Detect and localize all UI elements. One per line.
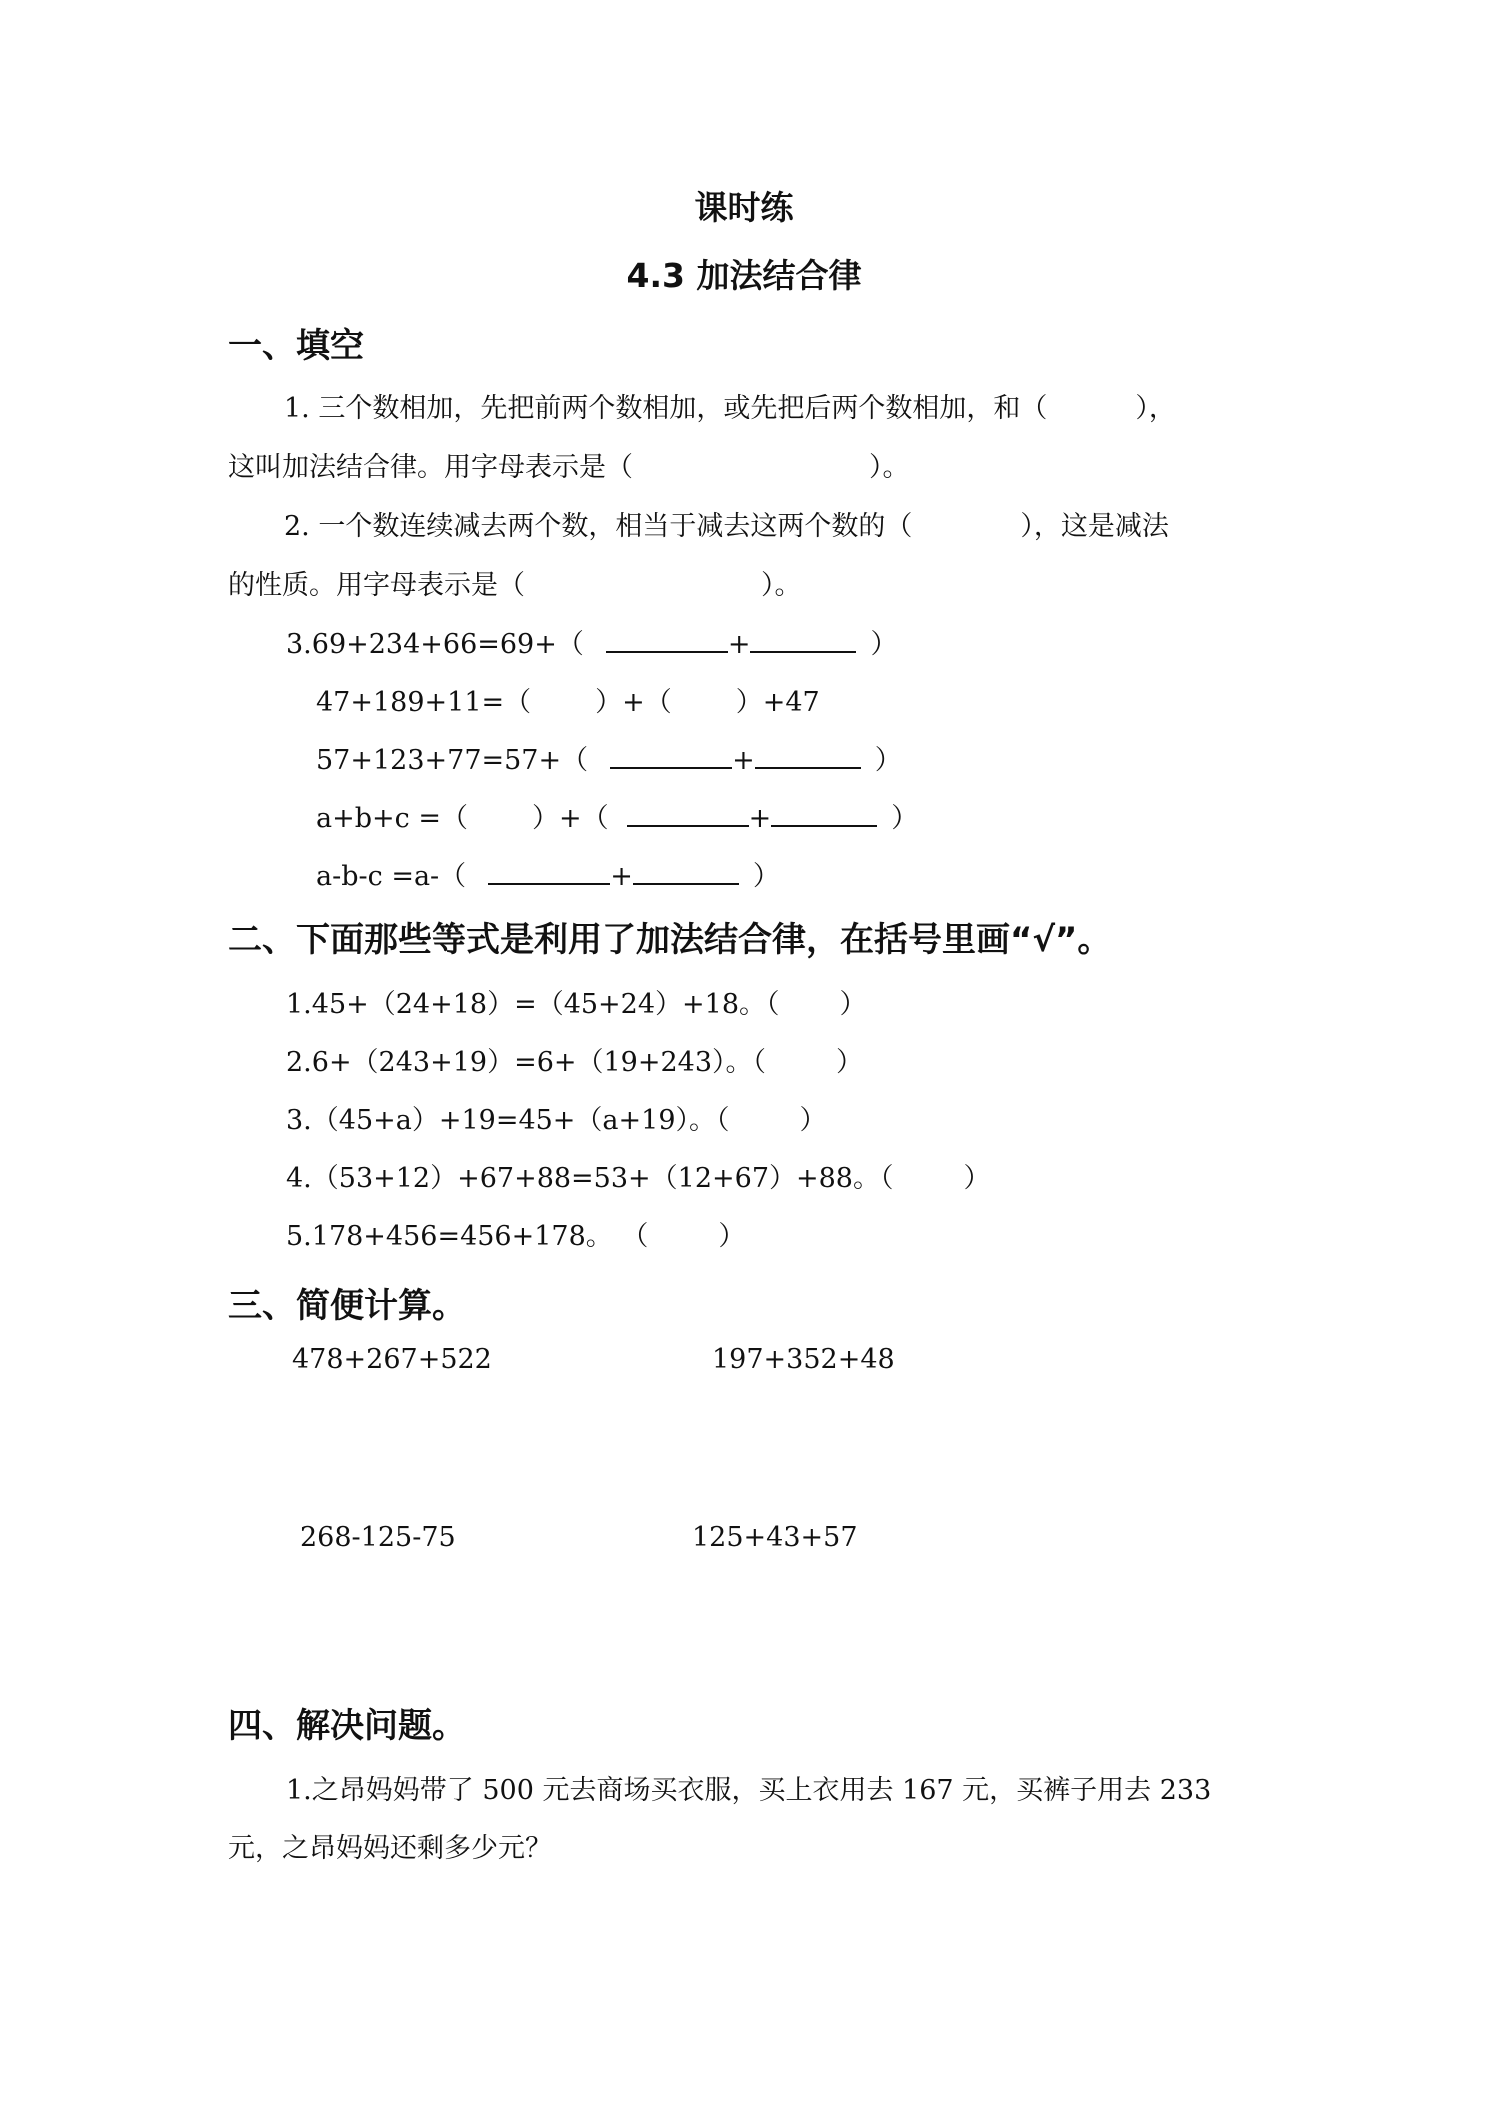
close-paren: ）: [870, 629, 898, 660]
s2-item-text: 4.（53+12）+67+88=53+（12+67）+88。（: [286, 1163, 894, 1194]
close-paren: ）: [836, 1047, 864, 1078]
s2-item-text: 5.178+456=456+178。 （: [286, 1221, 649, 1252]
q3-row4: [316, 796, 918, 835]
close-paren: ）: [839, 989, 867, 1020]
q2-line2-text: 的性质。用字母表示是（: [228, 570, 525, 601]
plus-sign: +: [727, 629, 751, 660]
q3-row2-end: ）+47: [735, 687, 820, 718]
close-paren: ）: [891, 803, 919, 834]
close-paren: ）: [874, 745, 902, 776]
q3-row5-blank-1[interactable]: [488, 861, 610, 885]
q2-line2: [228, 563, 802, 602]
calc-problem-1: 478+267+522: [292, 1344, 492, 1375]
q3-row1-text: 3.69+234+66=69+（: [286, 629, 584, 660]
calc-problem-4: 125+43+57: [692, 1522, 858, 1553]
q1-line1-text: 1. 三个数相加，先把前两个数相加，或先把后两个数相加，和（: [284, 393, 1048, 424]
s2-item: [286, 1040, 863, 1079]
close-paren: ）: [718, 1221, 746, 1252]
section3-heading: 三、简便计算。: [228, 1286, 466, 1326]
s2-item-text: 1.45+（24+18）=（45+24）+18。（: [286, 989, 780, 1020]
close-paren: ）: [799, 1105, 827, 1136]
q3-row3-blank-1[interactable]: [610, 745, 732, 769]
page-subtitle: 4.3 加法结合律: [626, 256, 862, 295]
close-paren: ）: [752, 861, 780, 892]
q1-line2-end: ）。: [869, 452, 910, 483]
s2-item: [286, 1214, 745, 1253]
q1-line1-end: ），: [1135, 393, 1176, 424]
section2-heading: 二、下面那些等式是利用了加法结合律，在括号里画“√”。: [228, 920, 1112, 960]
q3-row3: [316, 738, 902, 777]
q3-row5-blank-2[interactable]: [633, 861, 739, 885]
q3-row2: [316, 680, 820, 719]
q2-line1-text: 2. 一个数连续减去两个数，相当于减去这两个数的（: [284, 511, 913, 542]
q2-line1: [284, 504, 1169, 543]
section4-heading: 四、解决问题。: [228, 1706, 466, 1746]
s2-item: [286, 1156, 990, 1195]
q3-row2-text: 47+189+11=（: [316, 687, 532, 718]
s4-q1-line1: 1.之昂妈妈带了 500 元去商场买衣服，买上衣用去 167 元，买裤子用去 233: [286, 1775, 1212, 1806]
q3-row2-mid: ）+（: [595, 687, 672, 718]
section1-heading: 一、填空: [228, 326, 364, 366]
s2-item: [286, 982, 867, 1021]
s2-item-text: 2.6+（243+19）=6+（19+243）。（: [286, 1047, 767, 1078]
s2-item-text: 3.（45+a）+19=45+（a+19）。（: [286, 1105, 730, 1136]
plus-sign: +: [610, 861, 633, 892]
s4-q1-line2: 元，之昂妈妈还剩多少元？: [228, 1833, 552, 1864]
q1-line1: [284, 386, 1176, 425]
q3-row4-mid: ）+（: [531, 803, 609, 834]
plus-sign: +: [748, 803, 772, 834]
q2-line2-end: ）。: [761, 570, 802, 601]
q3-row1-blank-1[interactable]: [606, 629, 728, 653]
q3-row4-text: a+b+c =（: [316, 803, 468, 834]
q3-row1-blank-2[interactable]: [750, 629, 856, 653]
q1-line2: [228, 445, 910, 484]
calc-problem-2: 197+352+48: [712, 1344, 895, 1375]
q2-line1-end: ），这是减法: [1020, 511, 1169, 542]
q1-line2-text: 这叫加法结合律。用字母表示是（: [228, 452, 633, 483]
q3-row5-text: a-b-c =a-（: [316, 861, 467, 892]
q3-row1: [286, 622, 897, 661]
q3-row3-text: 57+123+77=57+（: [316, 745, 589, 776]
q3-row4-blank-1[interactable]: [627, 803, 749, 827]
q3-row4-blank-2[interactable]: [771, 803, 877, 827]
plus-sign: +: [732, 745, 755, 776]
s2-item: [286, 1098, 827, 1137]
page-title: 课时练: [694, 188, 794, 227]
q3-row5: [316, 854, 780, 893]
close-paren: ）: [963, 1163, 991, 1194]
calc-problem-3: 268-125-75: [300, 1522, 456, 1553]
q3-row3-blank-2[interactable]: [755, 745, 861, 769]
